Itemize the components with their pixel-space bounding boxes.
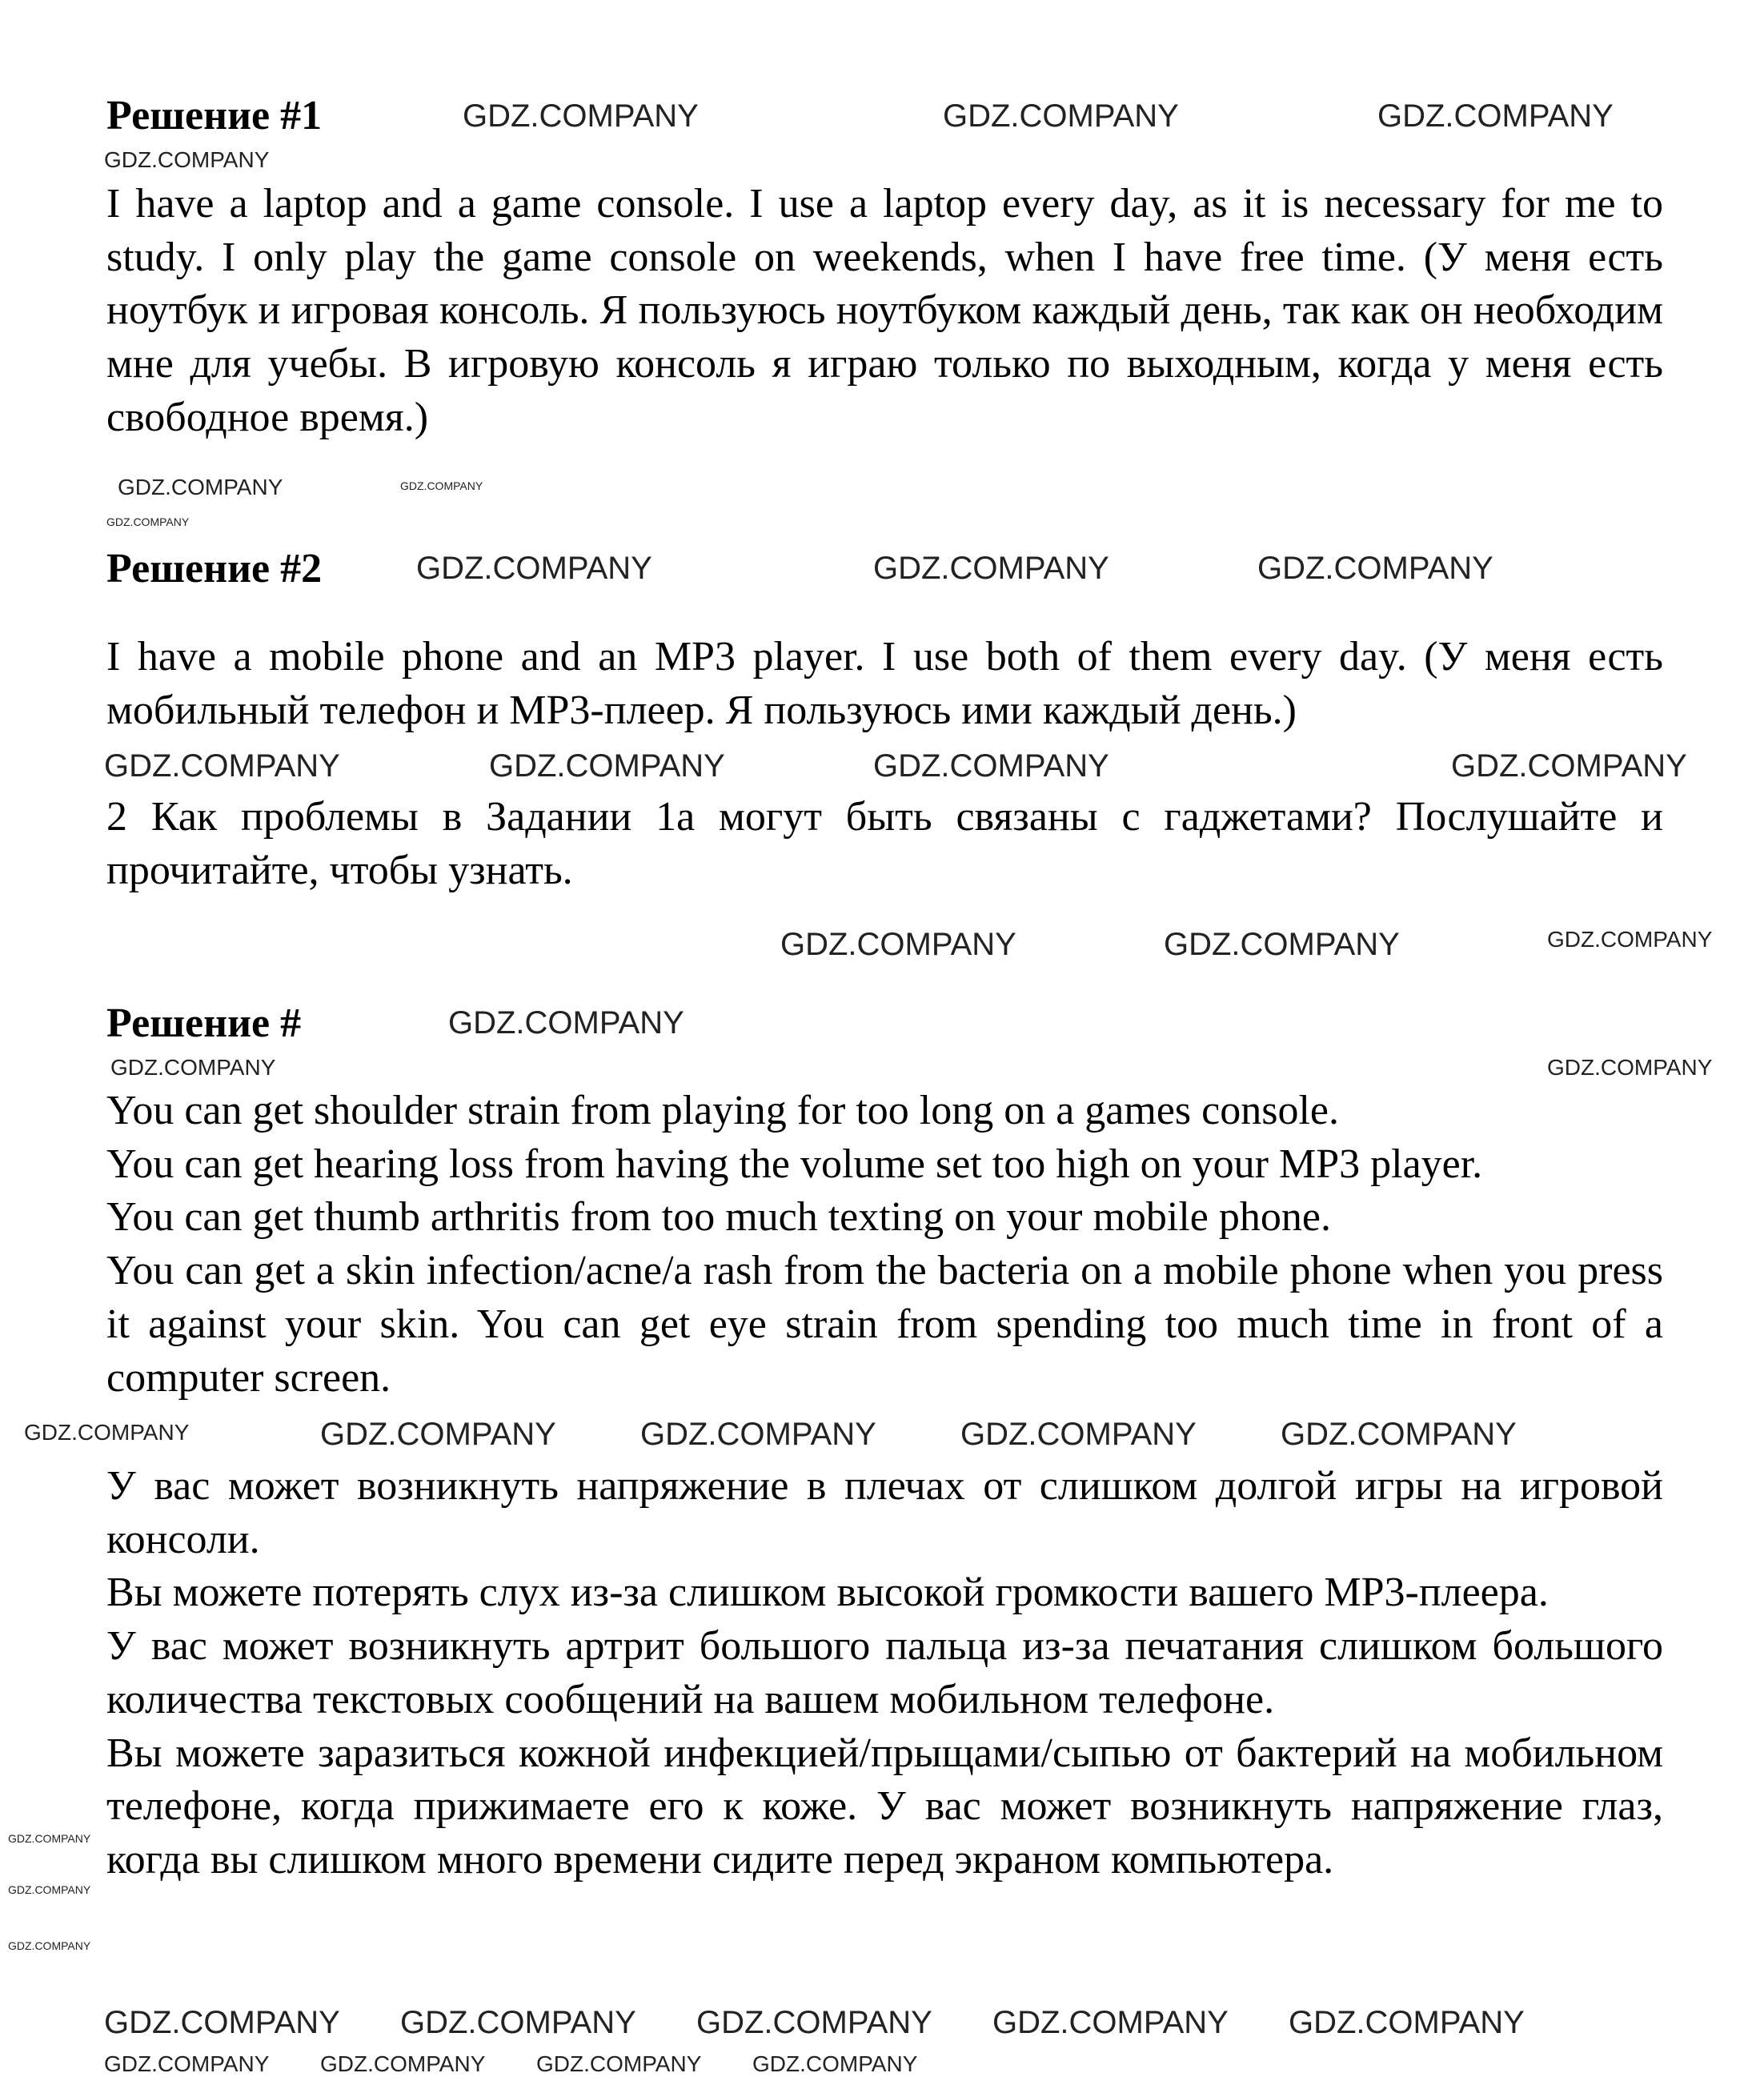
solution-2-heading: Решение #2 [106, 546, 323, 591]
watermark: GDZ.COMPANY [1451, 748, 1687, 784]
watermark: GDZ.COMPANY [1164, 927, 1400, 962]
watermark: GDZ.COMPANY [8, 1939, 91, 1952]
watermark: GDZ.COMPANY [416, 551, 652, 586]
russian-line: Вы можете заразиться кожной инфекцией/прыщами/сыпью от бактерий на мобильном телефоне, когда прижимаете его к коже. У вас может возникнуть напряжение глаз, когда вы слишком много времени сидите перед экраном компьютера. [106, 1730, 1663, 1882]
solution-1-text [106, 178, 1663, 445]
watermark: GDZ.COMPANY [463, 98, 699, 134]
english-line: You can get thumb arthritis from too much texting on your mobile phone. [106, 1194, 1331, 1241]
russian-line: У вас может возникнуть артрит большого пальца из-за печатания слишком большого количества текстовых сообщений на вашем мобильном телефоне. [106, 1623, 1663, 1722]
solution-3-russian [106, 1460, 1663, 1887]
watermark: GDZ.COMPANY [992, 2005, 1229, 2040]
english-line: You can get a skin infection/acne/a rash from the bacteria on a mobile phone when you press it against your skin. You can get eye strain from spending too much time in front of a computer screen. [106, 1248, 1663, 1401]
watermark: GDZ.COMPANY [960, 1417, 1197, 1452]
watermark: GDZ.COMPANY [400, 479, 483, 492]
watermark: GDZ.COMPANY [448, 1005, 684, 1040]
watermark: GDZ.COMPANY [118, 475, 283, 499]
watermark: GDZ.COMPANY [104, 2051, 270, 2076]
solution-3-english [106, 1085, 1663, 1405]
watermark: GDZ.COMPANY [104, 748, 340, 784]
watermark: GDZ.COMPANY [943, 98, 1179, 134]
paragraph: I have a laptop and a game console. I use a laptop every day, as it is necessary for me to study. I only play the game console on weekends, when I have free time. (У меня есть ноутбук и игровая консоль. Я пользуюсь ноутбуком каждый день, так как он необходим мне для учебы. В игровую консоль я играю только по выходным, когда у меня есть свободное время.) [106, 181, 1663, 440]
watermark: GDZ.COMPANY [110, 1055, 276, 1080]
watermark: GDZ.COMPANY [1289, 2005, 1525, 2040]
solution-3-heading: Решение # [106, 1000, 302, 1046]
watermark: GDZ.COMPANY [1547, 927, 1713, 952]
watermark: GDZ.COMPANY [104, 2005, 340, 2040]
watermark: GDZ.COMPANY [1377, 98, 1614, 134]
solution-2-text [106, 631, 1663, 737]
watermark: GDZ.COMPANY [400, 2005, 636, 2040]
watermark: GDZ.COMPANY [1547, 1055, 1713, 1080]
watermark: GDZ.COMPANY [8, 1832, 91, 1845]
watermark: GDZ.COMPANY [873, 551, 1109, 586]
watermark: GDZ.COMPANY [752, 2051, 918, 2076]
watermark: GDZ.COMPANY [536, 2051, 702, 2076]
watermark: GDZ.COMPANY [320, 2051, 486, 2076]
watermark: GDZ.COMPANY [104, 147, 270, 172]
watermark: GDZ.COMPANY [8, 1883, 91, 1896]
english-line: You can get shoulder strain from playing for too long on a games console. [106, 1088, 1339, 1133]
solution-1-heading: Решение #1 [106, 93, 323, 138]
paragraph: 2 Как проблемы в Задании 1а могут быть связаны с гаджетами? Послушайте и прочитайте, чтобы узнать. [106, 794, 1663, 893]
watermark: GDZ.COMPANY [640, 1417, 876, 1452]
watermark: GDZ.COMPANY [1257, 551, 1493, 586]
paragraph: I have a mobile phone and an MP3 player. I use both of them every day. (У меня есть мобильный телефон и MP3-плеер. Я пользуюсь ими каждый день.) [106, 634, 1663, 733]
watermark: GDZ.COMPANY [696, 2005, 932, 2040]
watermark: GDZ.COMPANY [106, 515, 190, 528]
watermark: GDZ.COMPANY [24, 1420, 190, 1445]
watermark: GDZ.COMPANY [489, 748, 725, 784]
russian-line: Вы можете потерять слух из-за слишком высокой громкости вашего MP3-плеера. [106, 1570, 1549, 1616]
watermark: GDZ.COMPANY [873, 748, 1109, 784]
english-line: You can get hearing loss from having the volume set too high on your MP3 player. [106, 1141, 1483, 1187]
watermark: GDZ.COMPANY [780, 927, 1016, 962]
russian-line: У вас может возникнуть напряжение в плечах от слишком долгой игры на игровой консоли. [106, 1463, 1663, 1562]
task-2-text [106, 791, 1663, 897]
watermark: GDZ.COMPANY [1281, 1417, 1517, 1452]
watermark: GDZ.COMPANY [320, 1417, 556, 1452]
